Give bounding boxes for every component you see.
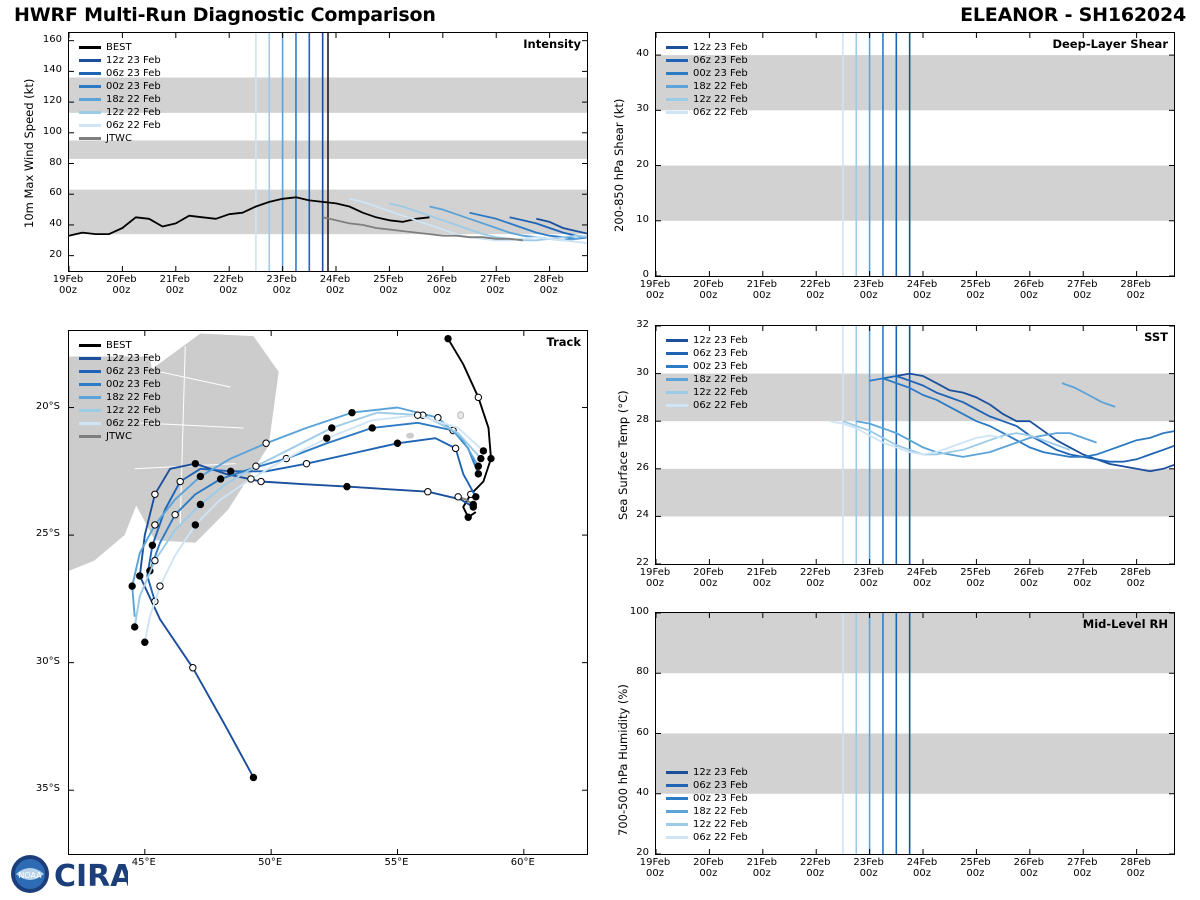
track-plot: [68, 330, 588, 855]
legend-item: [666, 779, 748, 792]
legend-label: 06z 23 Feb: [106, 68, 161, 79]
track-xtick-label: 50°E: [258, 857, 283, 868]
sst-ytick-label: 32: [636, 319, 649, 330]
sst-title: SST: [1144, 330, 1168, 344]
legend-label: 12z 22 Feb: [106, 107, 161, 118]
sst-ylabel: Sea Surface Temp (°C): [616, 390, 630, 520]
svg-text:CIRA: CIRA: [54, 859, 128, 894]
intensity-xtick-label: 28Feb 00z: [533, 274, 564, 296]
legend-swatch-icon: [666, 771, 688, 774]
legend-item: [79, 417, 161, 430]
legend-label: 18z 22 Feb: [693, 81, 748, 92]
intensity-xtick-label: 22Feb 00z: [212, 274, 244, 296]
shear-xtick-label: 26Feb 00z: [1013, 279, 1045, 301]
legend-swatch-icon: [79, 59, 101, 62]
legend-swatch-icon: [79, 111, 101, 114]
legend-swatch-icon: [666, 98, 688, 101]
sst-ytick-label: 24: [636, 509, 649, 521]
shear-xtick-label: 24Feb 00z: [906, 279, 938, 301]
sst-xtick-label: 27Feb 00z: [1066, 567, 1098, 589]
rh-ytick-label: 20: [636, 847, 649, 858]
legend-item: [79, 430, 161, 443]
legend-item: [666, 67, 748, 80]
legend-label: 00z 23 Feb: [106, 81, 161, 92]
intensity-ytick-label: 120: [42, 95, 62, 107]
legend-swatch-icon: [79, 98, 101, 101]
legend-item: [666, 805, 748, 818]
legend-swatch-icon: [666, 836, 688, 839]
shear-plot: [655, 32, 1175, 277]
legend-item: [666, 373, 748, 386]
legend-swatch-icon: [79, 137, 101, 140]
intensity-ytick-label: 80: [49, 156, 62, 168]
legend-label: 06z 23 Feb: [693, 348, 748, 359]
rh-xtick-label: 27Feb 00z: [1066, 857, 1098, 879]
sst-xtick-label: 22Feb 00z: [799, 567, 831, 589]
legend-item: [666, 818, 748, 831]
track-ytick-label: 30°S: [35, 655, 60, 667]
legend-label: 12z 22 Feb: [106, 405, 161, 416]
legend-label: BEST: [106, 42, 132, 53]
shear-ytick-label: 0: [642, 269, 649, 280]
legend-label: 06z 22 Feb: [693, 400, 748, 411]
legend-swatch-icon: [666, 797, 688, 800]
legend-item: [666, 386, 748, 399]
track-ytick-label: 35°S: [35, 783, 60, 795]
legend-swatch-icon: [79, 409, 101, 412]
track-ytick-label: 20°S: [35, 400, 60, 412]
track-xtick-label: 55°E: [384, 857, 409, 868]
intensity-plot: [68, 32, 588, 272]
shear-xtick-label: 19Feb 00z: [639, 279, 671, 301]
sst-xtick-label: 26Feb 00z: [1013, 567, 1045, 589]
legend-label: 18z 22 Feb: [693, 374, 748, 385]
intensity-ytick-label: 20: [49, 248, 62, 260]
rh-title: Mid-Level RH: [1082, 617, 1168, 631]
legend-label: JTWC: [106, 431, 132, 442]
legend-item: [79, 54, 161, 67]
rh-xtick-label: 26Feb 00z: [1013, 857, 1045, 879]
legend-label: 06z 22 Feb: [693, 832, 748, 843]
legend-label: 12z 22 Feb: [693, 819, 748, 830]
legend-item: [666, 93, 748, 106]
legend-swatch-icon: [666, 378, 688, 381]
rh-xtick-label: 22Feb 00z: [799, 857, 831, 879]
legend-swatch-icon: [79, 357, 101, 360]
legend-swatch-icon: [79, 46, 101, 49]
sst-ytick-label: 28: [636, 414, 649, 426]
sst-xtick-label: 21Feb 00z: [746, 567, 778, 589]
legend-label: 06z 22 Feb: [106, 418, 161, 429]
intensity-ytick-label: 40: [49, 217, 62, 229]
sst-xtick-label: 23Feb 00z: [853, 567, 884, 589]
legend-swatch-icon: [666, 339, 688, 342]
shear-ylabel: 200-850 hPa Shear (kt): [612, 98, 626, 232]
legend-item: [79, 93, 161, 106]
legend-swatch-icon: [666, 810, 688, 813]
legend-item: [666, 80, 748, 93]
legend-label: BEST: [106, 340, 132, 351]
legend-item: [79, 80, 161, 93]
legend-swatch-icon: [79, 344, 101, 347]
legend-swatch-icon: [79, 72, 101, 75]
legend-item: [666, 54, 748, 67]
shear-xtick-label: 20Feb 00z: [693, 279, 724, 301]
legend-item: [666, 347, 748, 360]
intensity-xtick-label: 25Feb 00z: [373, 274, 404, 296]
legend-item: [79, 339, 161, 352]
legend-label: 12z 23 Feb: [693, 335, 748, 346]
legend-label: 00z 23 Feb: [693, 793, 748, 804]
intensity-xtick-label: 19Feb 00z: [52, 274, 84, 296]
legend-label: 12z 23 Feb: [693, 767, 748, 778]
shear-xtick-label: 28Feb 00z: [1120, 279, 1151, 301]
legend-swatch-icon: [666, 59, 688, 62]
intensity-xtick-label: 26Feb 00z: [426, 274, 458, 296]
legend-item: [79, 132, 161, 145]
sst-ytick-label: 26: [636, 461, 649, 473]
legend-item: [79, 106, 161, 119]
sst-xtick-label: 20Feb 00z: [693, 567, 724, 589]
intensity-xtick-label: 24Feb 00z: [319, 274, 351, 296]
shear-xtick-label: 25Feb 00z: [960, 279, 991, 301]
legend-item: [666, 766, 748, 779]
legend-label: 12z 22 Feb: [693, 94, 748, 105]
shear-xtick-label: 21Feb 00z: [746, 279, 778, 301]
legend-item: [666, 360, 748, 373]
legend-label: 00z 23 Feb: [106, 379, 161, 390]
intensity-legend: [75, 39, 165, 147]
intensity-xtick-label: 27Feb 00z: [479, 274, 511, 296]
rh-xtick-label: 28Feb 00z: [1120, 857, 1151, 879]
storm-title: ELEANOR - SH162024: [960, 4, 1186, 26]
legend-swatch-icon: [666, 823, 688, 826]
legend-swatch-icon: [666, 404, 688, 407]
intensity-ytick-label: 60: [49, 187, 62, 199]
legend-item: [666, 41, 748, 54]
rh-xtick-label: 20Feb 00z: [693, 857, 724, 879]
track-ytick-label: 25°S: [35, 528, 60, 540]
sst-xtick-label: 24Feb 00z: [906, 567, 938, 589]
intensity-title: Intensity: [523, 37, 581, 51]
legend-item: [79, 352, 161, 365]
legend-item: [666, 399, 748, 412]
legend-label: 18z 22 Feb: [693, 806, 748, 817]
legend-label: 06z 23 Feb: [106, 366, 161, 377]
track-title: Track: [546, 335, 581, 349]
intensity-ytick-label: 140: [42, 64, 62, 76]
legend-swatch-icon: [666, 46, 688, 49]
legend-item: [79, 41, 161, 54]
legend-label: JTWC: [106, 133, 132, 144]
legend-swatch-icon: [666, 391, 688, 394]
rh-ytick-label: 100: [629, 606, 649, 617]
sst-xtick-label: 25Feb 00z: [960, 567, 991, 589]
legend-label: 00z 23 Feb: [693, 68, 748, 79]
legend-item: [79, 391, 161, 404]
legend-label: 18z 22 Feb: [106, 392, 161, 403]
legend-swatch-icon: [666, 784, 688, 787]
legend-label: 18z 22 Feb: [106, 94, 161, 105]
sst-ytick-label: 22: [636, 557, 649, 568]
legend-item: [79, 378, 161, 391]
shear-legend: [662, 39, 752, 121]
shear-xtick-label: 27Feb 00z: [1066, 279, 1098, 301]
track-xtick-label: 60°E: [510, 857, 535, 868]
sst-plot: [655, 325, 1175, 565]
legend-swatch-icon: [666, 352, 688, 355]
sst-legend: [662, 332, 752, 414]
legend-item: [79, 365, 161, 378]
rh-ytick-label: 60: [636, 726, 649, 738]
legend-swatch-icon: [79, 85, 101, 88]
rh-xtick-label: 23Feb 00z: [853, 857, 884, 879]
legend-item: [666, 831, 748, 844]
legend-label: 12z 23 Feb: [693, 42, 748, 53]
page-title: HWRF Multi-Run Diagnostic Comparison: [14, 4, 436, 26]
svg-text:NOAA: NOAA: [18, 871, 42, 880]
legend-swatch-icon: [79, 383, 101, 386]
rh-xtick-label: 21Feb 00z: [746, 857, 778, 879]
intensity-xtick-label: 21Feb 00z: [159, 274, 191, 296]
sst-xtick-label: 19Feb 00z: [639, 567, 671, 589]
intensity-xtick-label: 20Feb 00z: [106, 274, 137, 296]
legend-swatch-icon: [666, 72, 688, 75]
legend-label: 06z 23 Feb: [693, 780, 748, 791]
sst-ytick-label: 30: [636, 366, 649, 378]
intensity-ytick-label: 100: [42, 125, 62, 137]
track-legend: [75, 337, 165, 445]
legend-label: 00z 23 Feb: [693, 361, 748, 372]
rh-ylabel: 700-500 hPa Humidity (%): [616, 684, 630, 836]
legend-label: 06z 22 Feb: [106, 120, 161, 131]
cira-logo: [8, 852, 128, 896]
legend-label: 06z 22 Feb: [693, 107, 748, 118]
legend-swatch-icon: [666, 85, 688, 88]
legend-swatch-icon: [666, 365, 688, 368]
legend-swatch-icon: [79, 435, 101, 438]
rh-xtick-label: 25Feb 00z: [960, 857, 991, 879]
shear-ytick-label: 40: [636, 48, 649, 60]
legend-item: [79, 404, 161, 417]
legend-item: [666, 792, 748, 805]
shear-ytick-label: 20: [636, 158, 649, 170]
sst-xtick-label: 28Feb 00z: [1120, 567, 1151, 589]
intensity-ytick-label: 160: [42, 33, 62, 45]
legend-swatch-icon: [666, 111, 688, 114]
rh-plot: [655, 612, 1175, 855]
legend-label: 12z 23 Feb: [106, 353, 161, 364]
shear-xtick-label: 22Feb 00z: [799, 279, 831, 301]
legend-item: [666, 106, 748, 119]
legend-label: 12z 23 Feb: [106, 55, 161, 66]
shear-title: Deep-Layer Shear: [1052, 37, 1168, 51]
shear-ytick-label: 10: [636, 213, 649, 225]
intensity-ylabel: 10m Max Wind Speed (kt): [22, 78, 36, 228]
legend-swatch-icon: [79, 396, 101, 399]
rh-legend: [662, 764, 752, 846]
rh-ytick-label: 80: [636, 666, 649, 678]
rh-xtick-label: 19Feb 00z: [639, 857, 671, 879]
legend-item: [79, 67, 161, 80]
legend-swatch-icon: [79, 370, 101, 373]
legend-swatch-icon: [79, 124, 101, 127]
intensity-xtick-label: 23Feb 00z: [266, 274, 297, 296]
track-xtick-label: 45°E: [131, 857, 156, 868]
legend-label: 06z 23 Feb: [693, 55, 748, 66]
legend-item: [666, 334, 748, 347]
legend-item: [79, 119, 161, 132]
shear-ytick-label: 30: [636, 103, 649, 115]
rh-ytick-label: 40: [636, 786, 649, 798]
legend-swatch-icon: [79, 422, 101, 425]
rh-xtick-label: 24Feb 00z: [906, 857, 938, 879]
legend-label: 12z 22 Feb: [693, 387, 748, 398]
shear-xtick-label: 23Feb 00z: [853, 279, 884, 301]
